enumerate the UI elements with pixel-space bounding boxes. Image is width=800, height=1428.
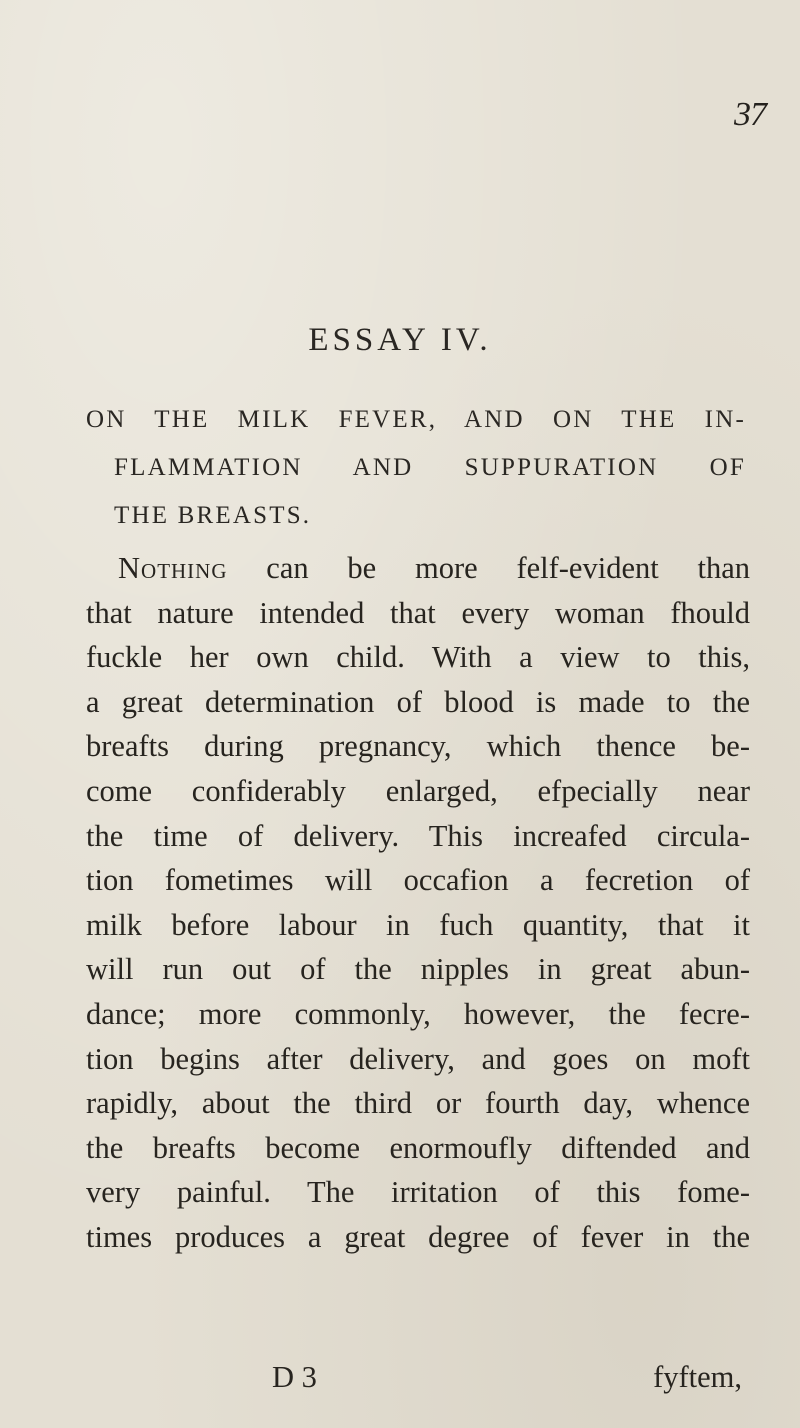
body-line: the time of delivery. This increafed circula- [86, 818, 750, 853]
body-line-text: can be more felf-evident than [227, 551, 750, 585]
body-line: rapidly, about the third or fourth day, whence [86, 1086, 750, 1121]
body-line: times produces a great degree of fever in the [86, 1219, 750, 1254]
body-line: a great determination of blood is made to the [86, 684, 750, 719]
subtitle-line: ON THE MILK FEVER, AND ON THE IN- [86, 406, 746, 433]
subtitle-line: THE BREASTS. [114, 502, 312, 529]
body-line: that nature intended that every woman fhould [86, 595, 750, 630]
body-line: milk before labour in fuch quantity, that it [86, 907, 750, 942]
catchword: fyftem, [653, 1360, 742, 1394]
body-line: come confiderably enlarged, efpecially near [86, 773, 750, 808]
body-line: the breafts become enormoufly diftended and [86, 1130, 750, 1165]
body-line: tion begins after delivery, and goes on moft [86, 1041, 750, 1076]
body-line: breafts during pregnancy, which thence be- [86, 729, 750, 764]
opening-word: Nothing [118, 551, 228, 585]
body-line: will run out of the nipples in great abun- [86, 952, 750, 987]
signature-mark: D 3 [272, 1360, 317, 1394]
body-line: fuckle her own child. With a view to this, [86, 640, 750, 675]
essay-heading: ESSAY IV. [308, 322, 492, 358]
body-line: dance; more commonly, however, the fecre- [86, 996, 750, 1031]
body-line: tion fometimes will occafion a fecretion of [86, 863, 750, 898]
body-line [86, 546, 750, 591]
page-number: 37 [734, 96, 766, 133]
subtitle-line: FLAMMATION AND SUPPURATION OF [114, 454, 746, 481]
body-line: very painful. The irritation of this fome- [86, 1175, 750, 1210]
body-paragraph [86, 546, 750, 1260]
footer-line [272, 1360, 742, 1395]
essay-subtitle [86, 396, 746, 540]
